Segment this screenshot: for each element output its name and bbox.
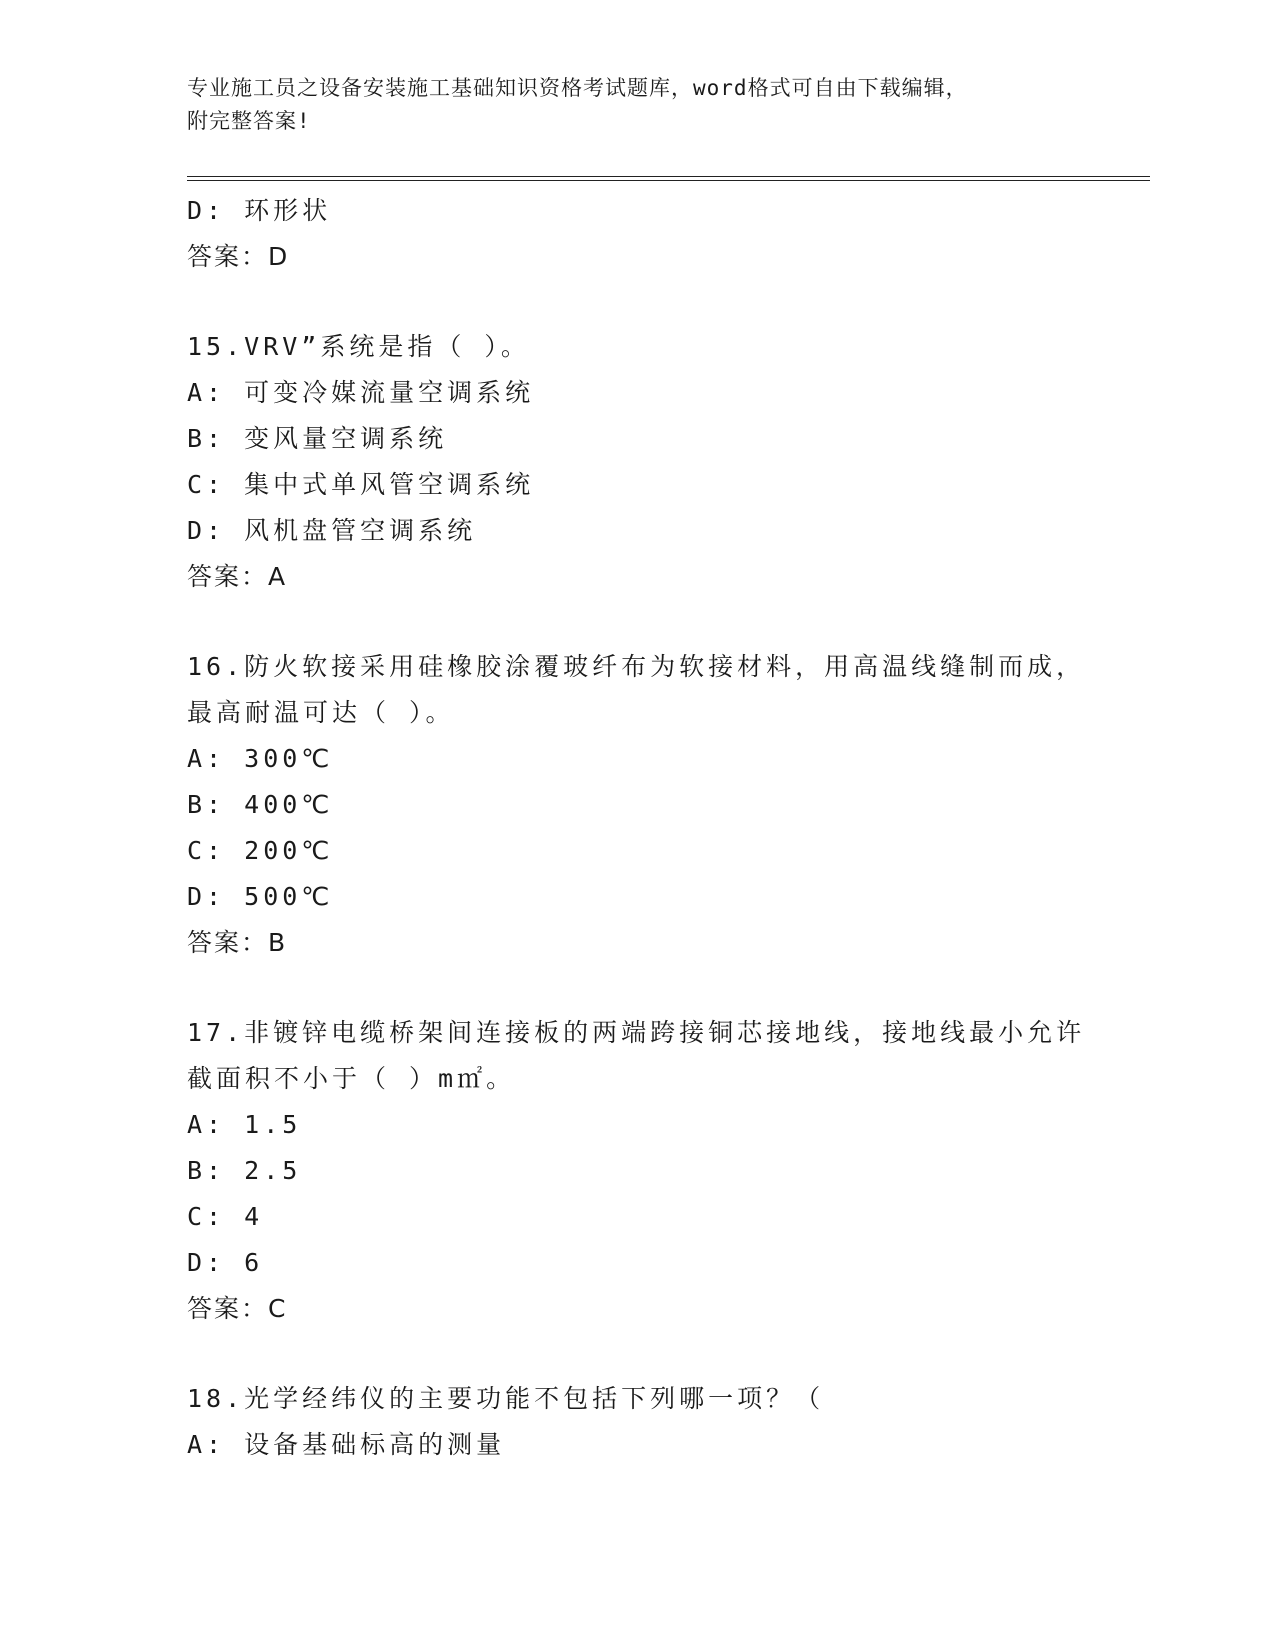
spacer <box>187 280 1087 324</box>
q17-option-c: C: 4 <box>187 1202 264 1231</box>
spacer <box>187 966 1087 1010</box>
q18-option-a: A: 设备基础标高的测量 <box>187 1430 506 1459</box>
q16-answer: 答案：B <box>187 928 288 957</box>
header-divider <box>187 176 1150 181</box>
spacer <box>187 1332 1087 1376</box>
q17-option-b: B: 2.5 <box>187 1156 302 1185</box>
q15-option-d: D: 风机盘管空调系统 <box>187 516 477 545</box>
q16-option-c: C: 200℃ <box>187 836 334 865</box>
q15-option-a: A: 可变冷媒流量空调系统 <box>187 378 535 407</box>
q15-option-c: C: 集中式单风管空调系统 <box>187 470 535 499</box>
q17-option-a: A: 1.5 <box>187 1110 302 1139</box>
header-line-2: 附完整答案! <box>187 109 311 133</box>
q16-stem-1: 16.防火软接采用硅橡胶涂覆玻纤布为软接材料，用高温线缝制而成， <box>187 652 1086 681</box>
q18-stem: 18.光学经纬仪的主要功能不包括下列哪一项？（ <box>187 1384 825 1413</box>
q15-answer: 答案：A <box>187 562 288 591</box>
document-header <box>187 72 1087 138</box>
q15-stem: 15.VRV”系统是指（ ）。 <box>187 332 530 361</box>
q17-stem-2: 截面积不小于（ ）m㎡。 <box>187 1064 516 1093</box>
prev-option-d: D: 环形状 <box>187 196 332 225</box>
q16-option-b: B: 400℃ <box>187 790 334 819</box>
q16-stem-2: 最高耐温可达（ ）。 <box>187 698 455 727</box>
question-list <box>187 188 1087 1468</box>
prev-answer: 答案：D <box>187 242 290 271</box>
q16-option-a: A: 300℃ <box>187 744 334 773</box>
spacer <box>187 600 1087 644</box>
q16-option-d: D: 500℃ <box>187 882 334 911</box>
q17-answer: 答案：C <box>187 1294 288 1323</box>
q17-stem-1: 17.非镀锌电缆桥架间连接板的两端跨接铜芯接地线，接地线最小允许 <box>187 1018 1086 1047</box>
q17-option-d: D: 6 <box>187 1248 264 1277</box>
header-line-1: 专业施工员之设备安装施工基础知识资格考试题库，word格式可自由下载编辑， <box>187 76 968 100</box>
q15-option-b: B: 变风量空调系统 <box>187 424 448 453</box>
